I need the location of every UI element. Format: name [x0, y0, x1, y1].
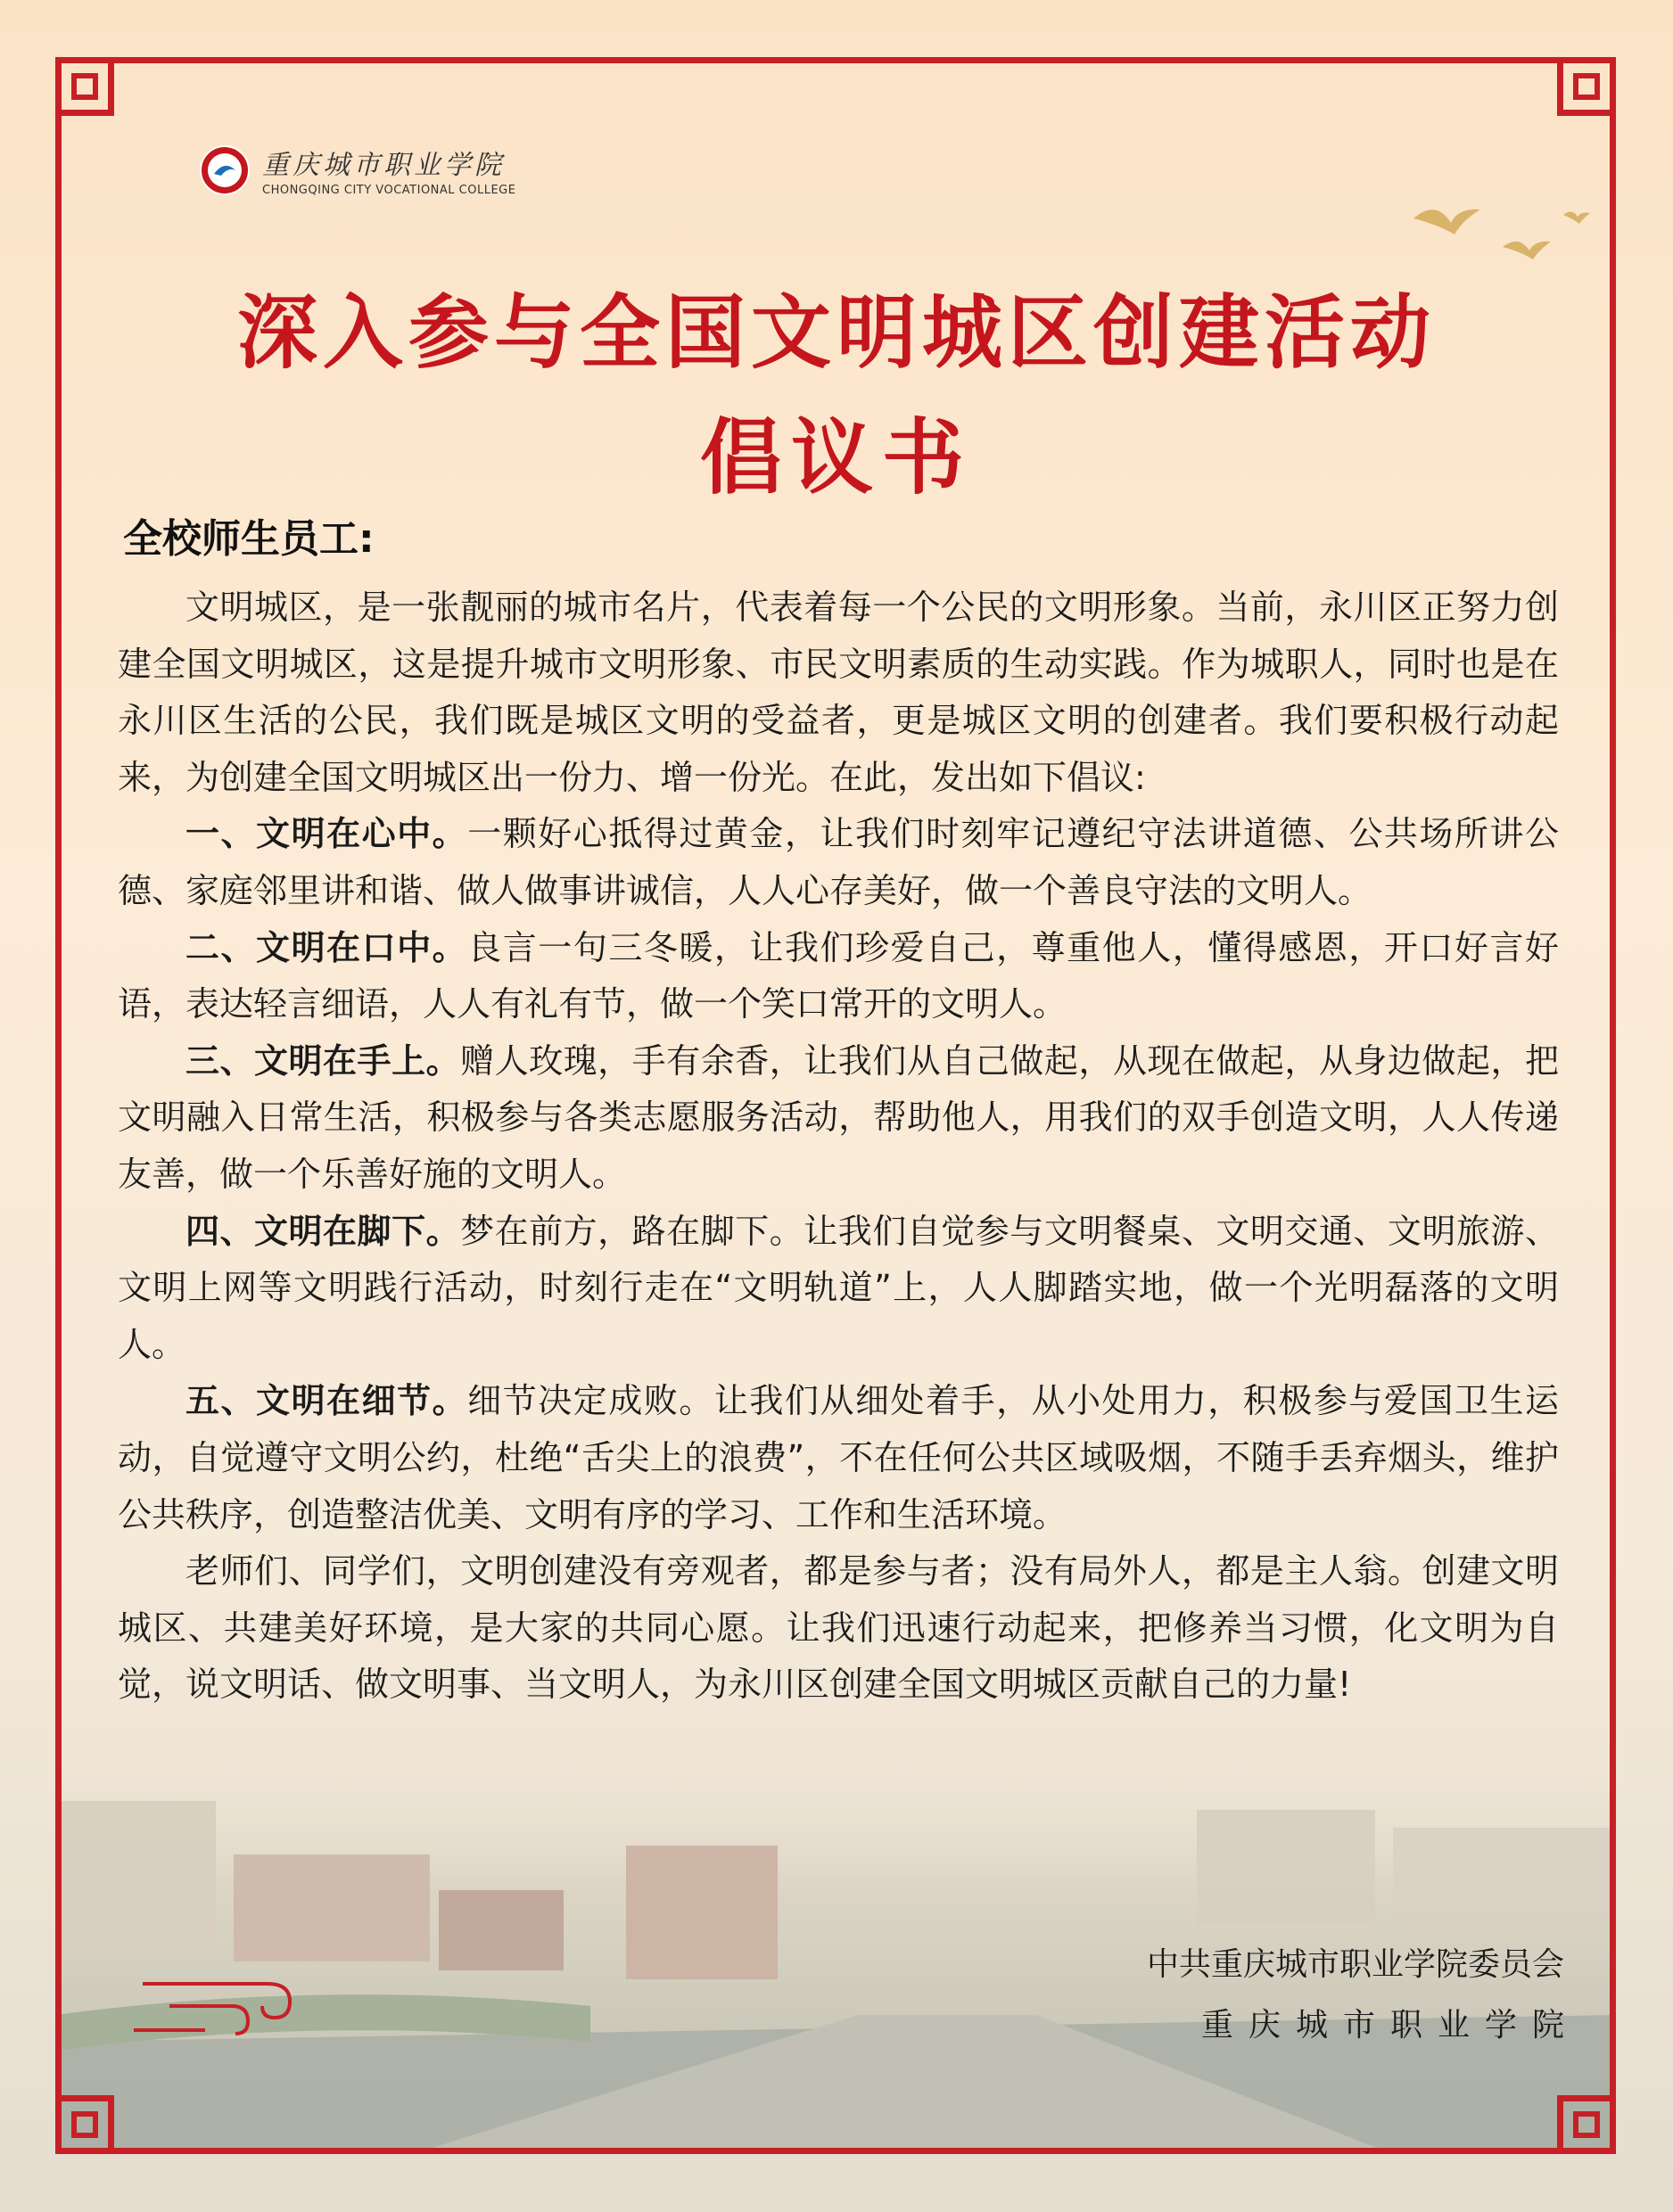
college-logo: [198, 143, 515, 197]
proposal-text: 一颗好心抵得过黄金，让我们时刻牢记遵纪守法讲道德、公共场所讲公德、家庭邻里讲和谐、做人做事讲诚信，人人心存美好，做一个善良守法的文明人。: [118, 814, 1559, 910]
letter-body: [118, 580, 1559, 1714]
frame-corner-ornament: [1557, 57, 1616, 116]
frame-corner-ornament: [55, 2095, 114, 2154]
signature-block: [1146, 1935, 1579, 2056]
salutation: 全校师生员工:: [123, 516, 375, 562]
signature-party-committee: 中共重庆城市职业学院委员会: [1146, 1946, 1564, 1983]
proposal-item: [118, 1204, 1559, 1374]
college-name-en: CHONGQING CITY VOCATIONAL COLLEGE: [262, 184, 516, 197]
proposal-item: [118, 1033, 1559, 1204]
intro-paragraph: 文明城区，是一张靓丽的城市名片，代表着每一个公民的文明形象。当前，永川区正努力创建全国文明城区，这是提升城市文明形象、市民文明素质的生动实践。作为城职人，同时也是在永川区生活的公民，我们既是城区文明的受益者，更是城区文明的创建者。我们要积极行动起来，为创建全国文明城区出一份力、增一份光。在此，发出如下倡议:: [118, 588, 1559, 797]
signature-college: 重庆城市职业学院: [1200, 2007, 1579, 2043]
frame-corner-ornament: [55, 57, 114, 116]
proposal-heading: 二、文明在口中。: [185, 927, 468, 967]
proposal-heading: 三、文明在手上。: [185, 1040, 461, 1081]
proposal-text: 赠人玫瑰，手有余香，让我们从自己做起，从现在做起，从身边做起，把文明融入日常生活，积极参与各类志愿服务活动，帮助他人，用我们的双手创造文明，人人传递友善，做一个乐善好施的文明人。: [118, 1040, 1559, 1194]
frame-corner-ornament: [1557, 2095, 1616, 2154]
poster-title: 深入参与全国文明城区创建活动: [237, 286, 1436, 380]
auspicious-cloud-decoration: [134, 1957, 366, 2046]
college-name-cn: 重庆城市职业学院: [262, 150, 505, 181]
proposal-item: [118, 920, 1559, 1033]
proposal-text: 细节决定成败。让我们从细处着手，从小处用力，积极参与爱国卫生运动，自觉遵守文明公约，杜绝“舌尖上的浪费”，不在任何公共区域吸烟，不随手丢弃烟头，维护公共秩序，创造整洁优美、文明有序的学习、工作和生活环境。: [118, 1381, 1559, 1534]
college-emblem-icon: [198, 144, 251, 197]
proposal-heading: 四、文明在脚下。: [185, 1211, 461, 1251]
proposal-item: [118, 1373, 1559, 1543]
proposal-heading: 一、文明在心中。: [185, 814, 468, 854]
proposal-item: [118, 806, 1559, 919]
closing-paragraph: 老师们、同学们，文明创建没有旁观者，都是参与者；没有局外人，都是主人翁。创建文明城区、共建美好环境，是大家的共同心愿。让我们迅速行动起来，把修养当习惯，化文明为自觉，说文明话、做文明事、当文明人，为永川区创建全国文明城区贡献自己的力量!: [118, 1551, 1559, 1705]
proposal-text: 良言一句三冬暖，让我们珍爱自己，尊重他人，懂得感恩，开口好言好语，表达轻言细语，人人有礼有节，做一个笑口常开的文明人。: [118, 927, 1559, 1024]
poster-subtitle: 倡议书: [699, 410, 973, 506]
proposal-text: 梦在前方，路在脚下。让我们自觉参与文明餐桌、文明交通、文明旅游、文明上网等文明践行活动，时刻行走在“文明轨道”上，人人脚踏实地，做一个光明磊落的文明人。: [118, 1211, 1559, 1364]
proposal-heading: 五、文明在细节。: [185, 1381, 468, 1421]
